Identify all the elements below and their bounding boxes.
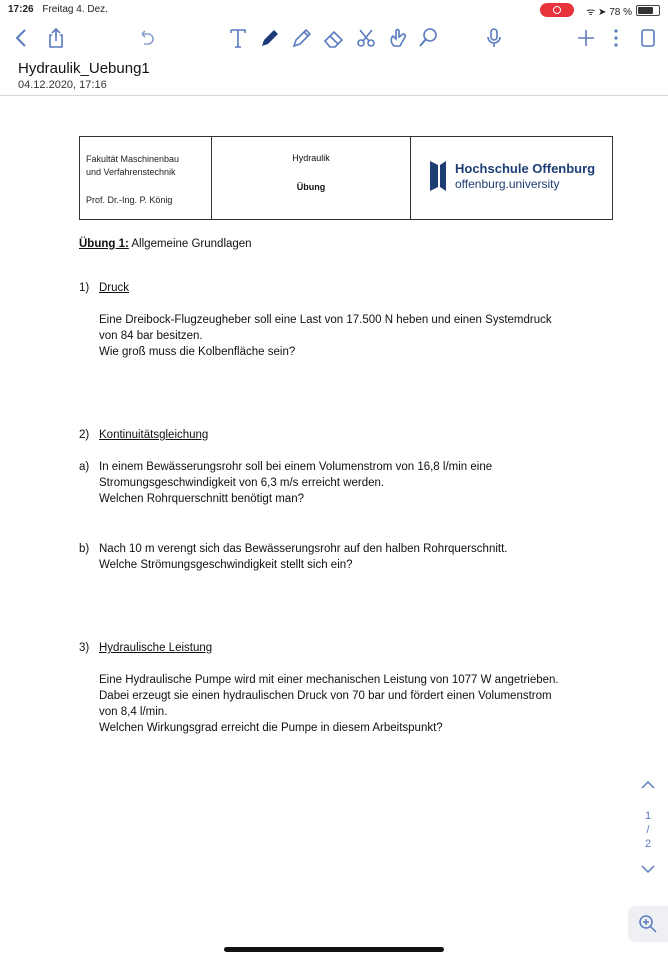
status-time: 17:26 <box>8 4 34 15</box>
text-tool-icon[interactable] <box>224 24 252 52</box>
hand-shape-icon[interactable] <box>384 24 412 52</box>
battery-icon <box>636 5 660 16</box>
section-line: Welche Strömungsgeschwindigkeit stellt sich ein? <box>99 559 353 571</box>
section-line: In einem Bewässerungsrohr soll bei einem Volumenstrom von 16,8 l/min eine <box>99 461 493 473</box>
section-line: Stromungsgeschwindigkeit von 6,3 m/s erreicht werden. <box>99 477 385 489</box>
section-number: 3) <box>79 642 90 654</box>
screen-recording-icon[interactable] <box>540 3 574 17</box>
section-line: von 84 bar besitzen. <box>99 330 203 342</box>
section-line: Welchen Rohrquerschnitt benötigt man? <box>99 493 304 505</box>
exercise-heading-label: Übung 1: <box>79 238 129 250</box>
subject-cell <box>212 137 411 219</box>
undo-icon[interactable] <box>132 24 160 52</box>
page-current: 1 <box>644 810 652 822</box>
share-icon[interactable] <box>42 24 70 52</box>
faculty-line1: Fakultät Maschinenbau <box>86 154 180 164</box>
document-type: Übung <box>296 182 326 192</box>
page-separator: / <box>646 824 650 836</box>
faculty-cell <box>80 137 212 219</box>
scissors-lasso-icon[interactable] <box>352 24 380 52</box>
section-line: von 8,4 l/min. <box>99 706 168 718</box>
section-title: Hydraulische Leistung <box>99 642 213 654</box>
home-indicator[interactable] <box>224 947 444 952</box>
section-line: Welchen Wirkungsgrad erreicht die Pumpe in diesem Arbeitspunkt? <box>99 722 443 734</box>
document-header-table <box>79 136 613 220</box>
magnifier-tool-icon[interactable] <box>414 24 442 52</box>
battery-percent: 78 % <box>609 7 632 18</box>
pen-tool-icon[interactable] <box>256 24 284 52</box>
subject-name: Hydraulik <box>292 153 330 163</box>
pages-icon[interactable] <box>634 24 662 52</box>
eraser-icon[interactable] <box>320 24 348 52</box>
status-date: Freitag 4. Dez. <box>42 4 108 15</box>
more-icon[interactable] <box>602 24 630 52</box>
page-up-icon[interactable] <box>636 780 660 793</box>
document-title[interactable]: Hydraulik_Uebung1 <box>18 60 150 77</box>
section-line: Nach 10 m verengt sich das Bewässerungsrohr auf den halben Rohrquerschnitt. <box>99 543 508 555</box>
document-date: 04.12.2020, 17:16 <box>18 79 107 91</box>
page-down-icon[interactable] <box>636 864 660 877</box>
section-number: 1) <box>79 282 90 294</box>
section-line: Eine Hydraulische Pumpe wird mit einer mechanischen Leistung von 1077 W angetrieben. <box>99 674 559 686</box>
zoom-in-icon <box>638 914 658 934</box>
section-line: Eine Dreibock-Flugzeugheber soll eine Last von 17.500 N heben und einen Systemdruck <box>99 314 552 326</box>
section-title: Druck <box>99 282 130 294</box>
subtask-label: b) <box>79 543 90 555</box>
logo-name: Hochschule Offenburg <box>455 161 596 176</box>
divider <box>0 95 668 96</box>
section-line: Dabei erzeugt sie einen hydraulischen Druck von 70 bar und fördert einen Volumenstrom <box>99 690 552 702</box>
back-chevron-icon[interactable] <box>8 24 36 52</box>
page-total: 2 <box>644 838 652 850</box>
status-bar <box>0 0 668 20</box>
microphone-icon[interactable] <box>480 24 508 52</box>
toolbar <box>0 20 668 58</box>
faculty-line2: und Verfahrenstechnik <box>86 167 176 177</box>
zoom-button[interactable] <box>628 906 668 942</box>
wifi-icon: ᯤ <box>586 7 596 18</box>
university-logo-icon <box>429 159 447 193</box>
location-icon: ➤ <box>598 7 607 18</box>
add-icon[interactable] <box>572 24 600 52</box>
exercise-heading-text: Allgemeine Grundlagen <box>131 238 252 250</box>
logo-cell <box>411 137 612 219</box>
section-title: Kontinuitätsgleichung <box>99 429 209 441</box>
highlighter-icon[interactable] <box>288 24 316 52</box>
logo-domain: offenburg.university <box>455 177 560 191</box>
subtask-label: a) <box>79 461 90 473</box>
section-number: 2) <box>79 429 90 441</box>
section-line: Wie groß muss die Kolbenfläche sein? <box>99 346 296 358</box>
exercise-heading <box>79 236 252 252</box>
professor-name: Prof. Dr.-Ing. P. König <box>86 195 173 205</box>
